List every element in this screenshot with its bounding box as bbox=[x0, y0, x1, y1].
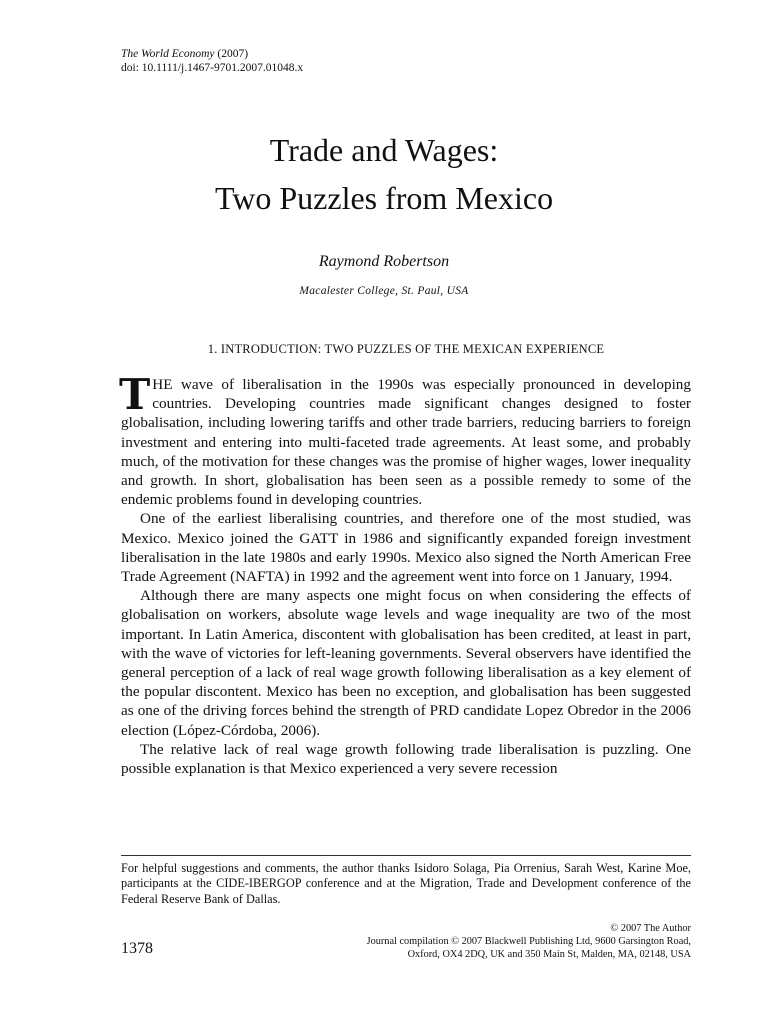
running-header bbox=[121, 47, 303, 75]
journal-name: The World Economy bbox=[121, 48, 215, 60]
copyright-line-2: Journal compilation © 2007 Blackwell Publishing Ltd, 9600 Garsington Road, bbox=[366, 936, 691, 948]
drop-cap: T bbox=[119, 370, 151, 419]
section-heading: 1. INTRODUCTION: TWO PUZZLES OF THE MEXICAN EXPERIENCE bbox=[207, 342, 605, 356]
author-name: Raymond Robertson bbox=[318, 253, 450, 270]
paragraph-1-text: HE wave of liberalisation in the 1990s was especially pronounced in developing countries. Developing countries made significant changes designed to foster globalisation, including lowering tariffs and other trade barriers, reducing barriers to foreign investment and entering into multi-faceted trade agreements. At least some, and probably much, of the motivation for these changes was the promise of higher wages, lower inequality and growth. In short, globalisation has been seen as a possible remedy to some of the endemic problems found in developing countries. bbox=[121, 376, 691, 509]
paragraph-4: The relative lack of real wage growth following trade liberalisation is puzzling. One possible explanation is that Mexico experienced a very severe recession bbox=[121, 740, 691, 778]
title-line-2: Two Puzzles from Mexico bbox=[214, 180, 554, 216]
paragraph-2: One of the earliest liberalising countries, and therefore one of the most studied, was Mexico. Mexico joined the GATT in 1986 and significantly expanded foreign investment liberalisation in the late 1980s and early 1990s. Mexico also signed the North American Free Trade Agreement (NAFTA) in 1992 and the agreement went into force on 1 January, 1994. bbox=[121, 510, 691, 586]
copyright-notice bbox=[271, 922, 691, 962]
page-number: 1378 bbox=[121, 940, 153, 957]
footnote: For helpful suggestions and comments, the author thanks Isidoro Solaga, Pia Orrenius, Sarah West, Karine Moe, participants at the CIDE-IBERGOP conference and at the Migration, Trade and Development conference of the Federal Reserve Bank of Dallas. bbox=[121, 861, 691, 906]
paragraph-3: Although there are many aspects one might focus on when considering the effects of globalisation on workers, absolute wage levels and wage inequality are two of the most important. In Latin America, discontent with globalisation has been credited, at least in part, with the wave of victories for left-leaning governments. Several observers have identified the general perception of a lack of real wage growth following liberalisation as a key element of the popular discontent. Mexico has been no exception, and globalisation has been suggested as one of the driving forces behind the strength of PRD candidate Lopez Obredor in the 2006 election (López-Córdoba, 2006). bbox=[121, 587, 691, 739]
doi: doi: 10.1111/j.1467-9701.2007.01048.x bbox=[121, 62, 304, 74]
copyright-line-3: Oxford, OX4 2DQ, UK and 350 Main St, Malden, MA, 02148, USA bbox=[407, 949, 691, 961]
paragraph-1 bbox=[119, 370, 691, 509]
journal-citation bbox=[121, 47, 303, 61]
title-line-1: Trade and Wages: bbox=[269, 132, 499, 168]
footnote-divider bbox=[121, 855, 691, 856]
journal-year: (2007) bbox=[214, 48, 249, 60]
copyright-line-1: © 2007 The Author bbox=[610, 923, 691, 934]
article-body bbox=[119, 370, 691, 778]
author-affiliation: Macalester College, St. Paul, USA bbox=[299, 285, 469, 297]
article-title bbox=[0, 126, 768, 222]
